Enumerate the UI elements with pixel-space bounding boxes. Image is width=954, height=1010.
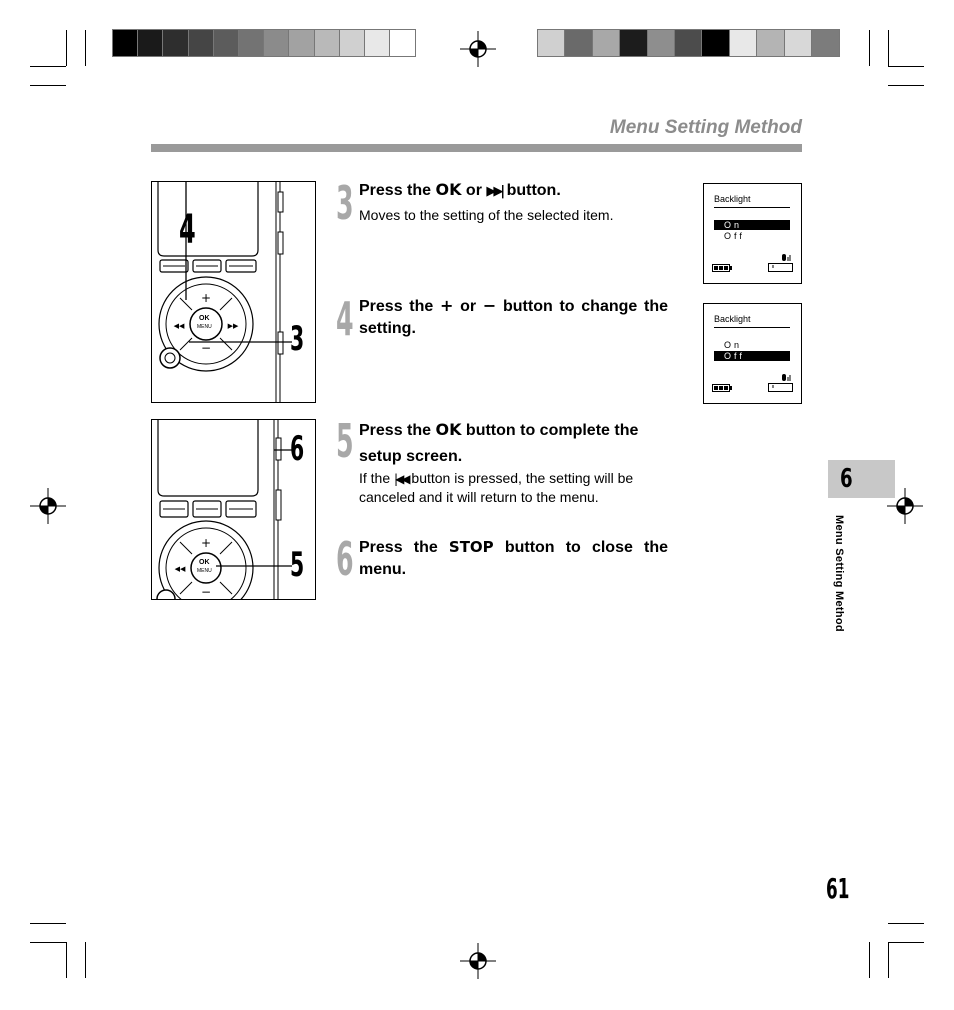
- calibration-swatch: [785, 30, 812, 56]
- calibration-swatch: [565, 30, 592, 56]
- step-4-title-prefix: Press the: [359, 298, 441, 315]
- battery-icon: [712, 264, 732, 272]
- step-number-5: 5: [336, 414, 354, 468]
- step-4-title: [359, 295, 668, 340]
- calibration-swatch: [757, 30, 784, 56]
- calibration-swatch: [593, 30, 620, 56]
- calibration-swatch: [365, 30, 390, 56]
- step-3-title-suffix: button.: [502, 182, 561, 199]
- calibration-swatch: [214, 30, 239, 56]
- calibration-swatch: [138, 30, 163, 56]
- calibration-swatch: [675, 30, 702, 56]
- page-header-title: Menu Setting Method: [609, 117, 802, 138]
- calibration-swatch: [315, 30, 340, 56]
- calibration-swatch: [730, 30, 757, 56]
- calibration-swatch: [340, 30, 365, 56]
- side-section-label: Menu Setting Method: [833, 515, 845, 632]
- step-number-3: 3: [336, 176, 354, 230]
- step-5-body: [359, 469, 671, 506]
- fast-forward-icon: ▶▶|: [486, 184, 503, 199]
- callout-number-5: 5: [290, 545, 305, 585]
- step-4-title-suffix: button to change the setting.: [359, 298, 669, 337]
- svg-text:◀◀: ◀◀: [174, 565, 186, 573]
- svg-text:◀◀: ◀◀: [173, 322, 185, 330]
- chapter-tab-number: 6: [840, 464, 853, 494]
- step-4-title-mid: or: [453, 298, 483, 315]
- step-3-title-prefix: Press the: [359, 182, 436, 199]
- calibration-swatch: [390, 30, 415, 56]
- ok-key-label: OK: [435, 180, 462, 199]
- header-rule: [151, 144, 802, 152]
- step-5-body-suffix: button is pressed, the setting will be canceled and it will return to the menu.: [359, 470, 634, 505]
- page-number: 61: [826, 872, 850, 905]
- lcd-screen-title-2: Backlight: [714, 314, 751, 324]
- step-5-title-prefix: Press the: [359, 422, 436, 439]
- step-number-6: 6: [336, 532, 354, 586]
- callout-number-3: 3: [290, 319, 305, 359]
- lcd-title-underline-2: [714, 327, 790, 328]
- ok-button-label-1: OK: [199, 315, 210, 322]
- registration-target-top: [460, 31, 496, 67]
- svg-text:+: +: [200, 536, 212, 550]
- calibration-swatch: [620, 30, 647, 56]
- mic-sensitivity-icon: [768, 254, 794, 274]
- svg-text:▶▶: ▶▶: [227, 322, 239, 330]
- mic-sensitivity-icon-2: [768, 374, 794, 394]
- step-6-title: [359, 536, 668, 581]
- svg-text:−: −: [200, 341, 212, 355]
- svg-text:+: +: [200, 291, 212, 305]
- calibration-swatch: [289, 30, 314, 56]
- calibration-swatch: [264, 30, 289, 56]
- calibration-swatch: [538, 30, 565, 56]
- lcd-screen-title: Backlight: [714, 194, 751, 204]
- menu-button-label-2: MENU: [197, 568, 212, 574]
- step-6-title-suffix: button to close the menu.: [359, 539, 669, 578]
- lcd-option-off: Off: [724, 231, 745, 241]
- step-3-body: Moves to the setting of the selected item.: [359, 207, 614, 223]
- calibration-swatch: [648, 30, 675, 56]
- calibration-swatch: [812, 30, 839, 56]
- step-6-title-prefix: Press the: [359, 539, 449, 556]
- registration-target-left: [30, 488, 66, 524]
- minus-icon: −: [482, 296, 497, 315]
- menu-button-label-1: MENU: [197, 324, 212, 330]
- calibration-swatch: [163, 30, 188, 56]
- lcd-title-underline: [714, 207, 790, 208]
- chapter-tab: [828, 460, 895, 498]
- lcd-option-off-selected: Off: [714, 351, 790, 361]
- step-5-title-suffix: button to complete the setup screen.: [359, 422, 639, 465]
- ok-button-label-2: OK: [199, 559, 210, 566]
- ok-key-label-2: OK: [435, 420, 462, 439]
- battery-icon-2: [712, 384, 732, 392]
- registration-target-bottom: [460, 943, 496, 979]
- lcd-option-on-selected: On: [714, 220, 790, 230]
- lcd-screen-backlight-on: [703, 183, 802, 284]
- lcd-option-on: On: [724, 340, 743, 350]
- calibration-swatch: [702, 30, 729, 56]
- plus-icon: +: [440, 296, 454, 315]
- step-5-body-prefix: If the: [359, 470, 395, 486]
- step-3-title: [359, 179, 668, 203]
- stop-key-label: STOP: [448, 538, 494, 556]
- step-3-title-mid: or: [461, 182, 487, 199]
- svg-text:−: −: [200, 585, 212, 599]
- calibration-swatch: [113, 30, 138, 56]
- lcd-screen-backlight-off: [703, 303, 802, 404]
- device-illustration-2: [151, 419, 316, 600]
- calibration-swatch: [239, 30, 264, 56]
- step-5-title: [359, 417, 668, 470]
- rewind-icon: |◀◀: [394, 472, 408, 486]
- step-number-4: 4: [336, 292, 354, 346]
- device-illustration-1: [151, 181, 316, 403]
- callout-number-6: 6: [290, 429, 305, 469]
- callout-number-4: 4: [179, 207, 196, 253]
- recorder-drawing-1: [152, 182, 315, 402]
- calibration-swatch: [189, 30, 214, 56]
